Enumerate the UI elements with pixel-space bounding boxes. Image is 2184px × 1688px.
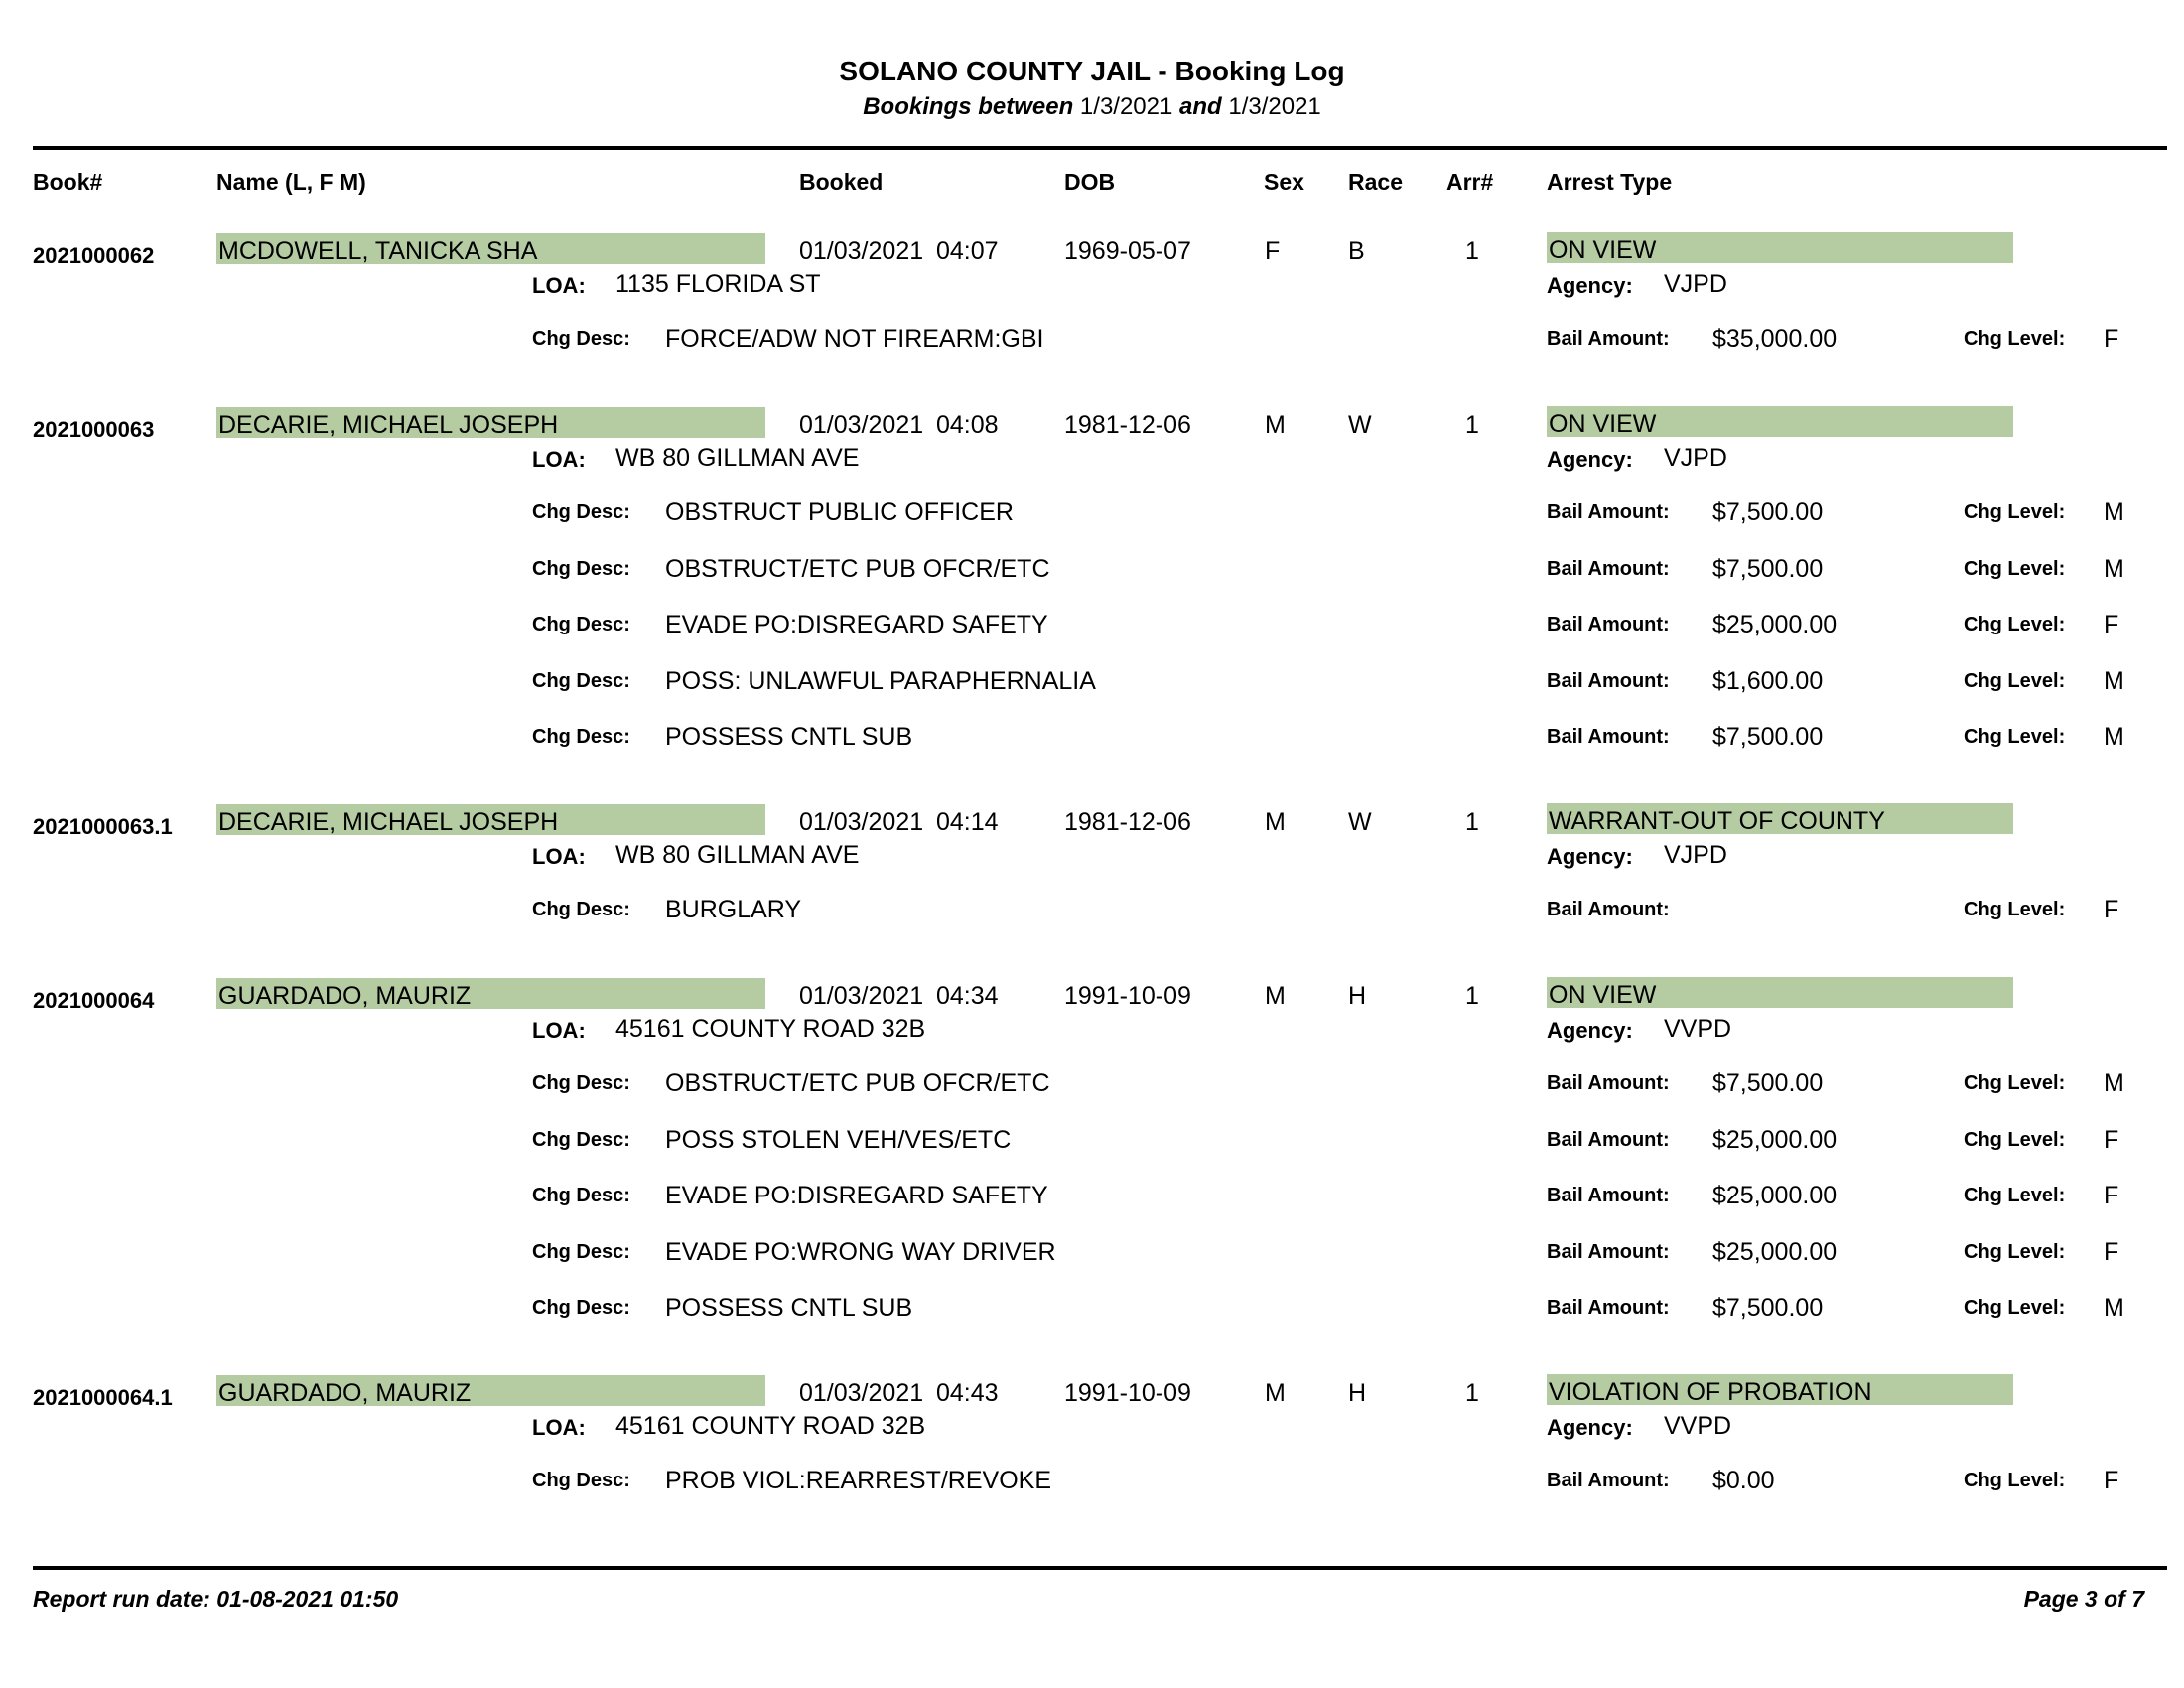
loa-value: 45161 COUNTY ROAD 32B: [615, 1412, 926, 1440]
charge-description: POSSESS CNTL SUB: [665, 1294, 913, 1322]
dob: 1991-10-09: [1064, 982, 1191, 1010]
report-title: SOLANO COUNTY JAIL - Booking Log: [839, 56, 1345, 86]
charge-level: M: [2104, 723, 2124, 751]
inmate-name: DECARIE, MICHAEL JOSEPH: [218, 411, 559, 439]
bail-amount: $7,500.00: [1712, 1294, 1824, 1322]
chg-level-label: Chg Level:: [1964, 1128, 2066, 1151]
arrest-type: ON VIEW: [1549, 410, 1657, 438]
arrest-number: 1: [1465, 411, 1479, 439]
bail-amount-label: Bail Amount:: [1547, 726, 1670, 748]
booked-time: 04:34: [936, 982, 999, 1010]
chg-desc-label: Chg Desc:: [532, 614, 630, 635]
chg-desc-label: Chg Desc:: [532, 669, 630, 692]
report-run-date: Report run date: 01-08-2021 01:50: [33, 1586, 399, 1612]
charge-level: M: [2104, 666, 2124, 695]
charge-level: F: [2104, 325, 2119, 352]
sex: F: [1265, 237, 1281, 265]
booked-time: 04:07: [936, 237, 999, 265]
chg-desc-label: Chg Desc:: [532, 501, 630, 523]
chg-level-label: Chg Level:: [1964, 1072, 2066, 1094]
name-highlight: [216, 407, 765, 438]
loa-label: LOA:: [532, 447, 586, 472]
bail-amount: $25,000.00: [1712, 1182, 1838, 1209]
arrest-type: WARRANT-OUT OF COUNTY: [1549, 807, 1885, 835]
arrest-number: 1: [1465, 982, 1479, 1010]
charge-description: EVADE PO:WRONG WAY DRIVER: [665, 1237, 1056, 1266]
loa-label: LOA:: [532, 273, 586, 298]
arrest-type-highlight: [1547, 977, 2013, 1008]
arrest-type-highlight: [1547, 803, 2013, 834]
arrest-type-highlight: [1547, 406, 2013, 437]
bail-amount-label: Bail Amount:: [1547, 1297, 1670, 1319]
chg-desc-label: Chg Desc:: [532, 1470, 630, 1491]
bail-amount-label: Bail Amount:: [1547, 669, 1670, 692]
chg-desc-label: Chg Desc:: [532, 1297, 630, 1319]
loa-value: WB 80 GILLMAN AVE: [615, 444, 860, 472]
charge-description: FORCE/ADW NOT FIREARM:GBI: [665, 325, 1044, 352]
chg-level-label: Chg Level:: [1964, 1240, 2066, 1263]
chg-level-label: Chg Level:: [1964, 501, 2066, 523]
charge-level: F: [2104, 896, 2119, 923]
subtitle-and: and: [1179, 93, 1222, 120]
bail-amount: $7,500.00: [1712, 498, 1824, 526]
bail-amount: $7,500.00: [1712, 554, 1824, 583]
agency-label: Agency:: [1547, 1018, 1633, 1043]
chg-desc-label: Chg Desc:: [532, 1185, 630, 1206]
arrest-type-highlight: [1547, 1374, 2013, 1405]
agency-label: Agency:: [1547, 273, 1633, 298]
sex: M: [1265, 982, 1286, 1010]
bail-amount-label: Bail Amount:: [1547, 1240, 1670, 1263]
subtitle-prefix: Bookings between: [863, 93, 1074, 120]
charge-level: F: [2104, 1182, 2119, 1209]
bail-amount-label: Bail Amount:: [1547, 614, 1670, 635]
arrest-type-highlight: [1547, 232, 2013, 263]
charge-description: EVADE PO:DISREGARD SAFETY: [665, 611, 1048, 638]
agency-label: Agency:: [1547, 447, 1633, 472]
chg-desc-label: Chg Desc:: [532, 557, 630, 580]
agency-value: VJPD: [1664, 270, 1727, 298]
agency-value: VVPD: [1664, 1412, 1732, 1440]
bail-amount-label: Bail Amount:: [1547, 501, 1670, 523]
inmate-name: GUARDADO, MAURIZ: [218, 1379, 472, 1407]
book-number: 2021000063.1: [33, 814, 173, 839]
bail-amount-label: Bail Amount:: [1547, 899, 1670, 920]
col-book: Book#: [33, 169, 103, 195]
bail-amount: $25,000.00: [1712, 1125, 1838, 1154]
chg-level-label: Chg Level:: [1964, 726, 2066, 748]
date-from: 1/3/2021: [1079, 93, 1173, 120]
agency-label: Agency:: [1547, 1415, 1633, 1440]
arrest-number: 1: [1465, 1379, 1479, 1407]
charge-level: M: [2104, 554, 2124, 583]
agency-value: VJPD: [1664, 841, 1727, 869]
arrest-type: ON VIEW: [1549, 236, 1657, 264]
bail-amount-label: Bail Amount:: [1547, 1185, 1670, 1206]
race: W: [1348, 808, 1372, 836]
loa-label: LOA:: [532, 1415, 586, 1440]
bottom-rule: [33, 1566, 2167, 1570]
charge-description: OBSTRUCT PUBLIC OFFICER: [665, 498, 1014, 526]
col-sex: Sex: [1264, 169, 1304, 195]
booked-date: 01/03/2021: [799, 237, 924, 265]
agency-label: Agency:: [1547, 844, 1633, 869]
race: W: [1348, 411, 1372, 439]
inmate-name: DECARIE, MICHAEL JOSEPH: [218, 808, 559, 836]
book-number: 2021000064.1: [33, 1385, 173, 1410]
charge-level: F: [2104, 1467, 2119, 1494]
chg-level-label: Chg Level:: [1964, 614, 2066, 635]
charge-description: POSS: UNLAWFUL PARAPHERNALIA: [665, 666, 1096, 695]
dob: 1981-12-06: [1064, 411, 1191, 439]
sex: M: [1265, 411, 1286, 439]
agency-value: VJPD: [1664, 444, 1727, 472]
chg-desc-label: Chg Desc:: [532, 726, 630, 748]
chg-desc-label: Chg Desc:: [532, 899, 630, 920]
charge-description: OBSTRUCT/ETC PUB OFCR/ETC: [665, 1069, 1050, 1097]
chg-level-label: Chg Level:: [1964, 328, 2066, 350]
chg-level-label: Chg Level:: [1964, 1470, 2066, 1491]
bail-amount-label: Bail Amount:: [1547, 557, 1670, 580]
charge-description: EVADE PO:DISREGARD SAFETY: [665, 1182, 1048, 1209]
loa-value: 45161 COUNTY ROAD 32B: [615, 1015, 926, 1043]
booked-time: 04:43: [936, 1379, 999, 1407]
bail-amount-label: Bail Amount:: [1547, 1072, 1670, 1094]
loa-label: LOA:: [532, 1018, 586, 1043]
charge-level: F: [2104, 611, 2119, 638]
charge-level: M: [2104, 1069, 2124, 1097]
col-booked: Booked: [799, 169, 884, 195]
agency-value: VVPD: [1664, 1015, 1732, 1043]
name-highlight: [216, 804, 765, 835]
booked-time: 04:14: [936, 808, 999, 836]
bail-amount: $35,000.00: [1712, 325, 1838, 352]
date-to: 1/3/2021: [1228, 93, 1321, 120]
name-highlight: [216, 233, 765, 264]
chg-desc-label: Chg Desc:: [532, 1128, 630, 1151]
dob: 1991-10-09: [1064, 1379, 1191, 1407]
bail-amount: $25,000.00: [1712, 1237, 1838, 1266]
sex: M: [1265, 808, 1286, 836]
chg-desc-label: Chg Desc:: [532, 328, 630, 350]
charge-level: M: [2104, 498, 2124, 526]
book-number: 2021000064: [33, 988, 155, 1013]
bail-amount-label: Bail Amount:: [1547, 328, 1670, 350]
col-name: Name (L, F M): [216, 169, 366, 195]
col-arr: Arr#: [1446, 169, 1494, 195]
inmate-name: GUARDADO, MAURIZ: [218, 982, 472, 1010]
arrest-type: ON VIEW: [1549, 981, 1657, 1009]
dob: 1969-05-07: [1064, 237, 1191, 265]
charge-description: BURGLARY: [665, 896, 802, 923]
name-highlight: [216, 1375, 765, 1406]
booked-date: 01/03/2021: [799, 411, 924, 439]
charge-level: M: [2104, 1294, 2124, 1322]
bail-amount: $7,500.00: [1712, 1069, 1824, 1097]
bail-amount: $1,600.00: [1712, 666, 1824, 695]
col-arrest-type: Arrest Type: [1547, 169, 1673, 195]
chg-level-label: Chg Level:: [1964, 899, 2066, 920]
chg-level-label: Chg Level:: [1964, 1297, 2066, 1319]
report-subtitle: [0, 93, 2184, 121]
bail-amount-label: Bail Amount:: [1547, 1470, 1670, 1491]
top-rule: [33, 146, 2167, 150]
chg-desc-label: Chg Desc:: [532, 1072, 630, 1094]
sex: M: [1265, 1379, 1286, 1407]
race: H: [1348, 1379, 1367, 1407]
bail-amount: $0.00: [1712, 1467, 1775, 1494]
loa-label: LOA:: [532, 844, 586, 869]
booked-time: 04:08: [936, 411, 999, 439]
charge-description: OBSTRUCT/ETC PUB OFCR/ETC: [665, 554, 1050, 583]
col-dob: DOB: [1064, 169, 1116, 195]
charge-description: POSSESS CNTL SUB: [665, 723, 913, 751]
bail-amount: $7,500.00: [1712, 723, 1824, 751]
charge-description: PROB VIOL:REARREST/REVOKE: [665, 1467, 1051, 1494]
name-highlight: [216, 978, 765, 1009]
booked-date: 01/03/2021: [799, 982, 924, 1010]
chg-level-label: Chg Level:: [1964, 669, 2066, 692]
book-number: 2021000062: [33, 243, 155, 268]
booked-date: 01/03/2021: [799, 1379, 924, 1407]
bail-amount-label: Bail Amount:: [1547, 1128, 1670, 1151]
chg-level-label: Chg Level:: [1964, 1185, 2066, 1206]
chg-level-label: Chg Level:: [1964, 557, 2066, 580]
charge-level: F: [2104, 1237, 2119, 1266]
charge-description: POSS STOLEN VEH/VES/ETC: [665, 1125, 1012, 1154]
chg-desc-label: Chg Desc:: [532, 1240, 630, 1263]
booked-date: 01/03/2021: [799, 808, 924, 836]
book-number: 2021000063: [33, 417, 155, 442]
race: H: [1348, 982, 1367, 1010]
dob: 1981-12-06: [1064, 808, 1191, 836]
race: B: [1348, 237, 1365, 265]
col-race: Race: [1348, 169, 1403, 195]
bail-amount: $25,000.00: [1712, 611, 1838, 638]
page-number: Page 3 of 7: [2023, 1586, 2144, 1612]
loa-value: WB 80 GILLMAN AVE: [615, 841, 860, 869]
inmate-name: MCDOWELL, TANICKA SHA: [218, 237, 538, 265]
arrest-number: 1: [1465, 237, 1479, 265]
arrest-number: 1: [1465, 808, 1479, 836]
arrest-type: VIOLATION OF PROBATION: [1549, 1378, 1872, 1406]
charge-level: F: [2104, 1125, 2119, 1154]
loa-value: 1135 FLORIDA ST: [615, 270, 821, 298]
